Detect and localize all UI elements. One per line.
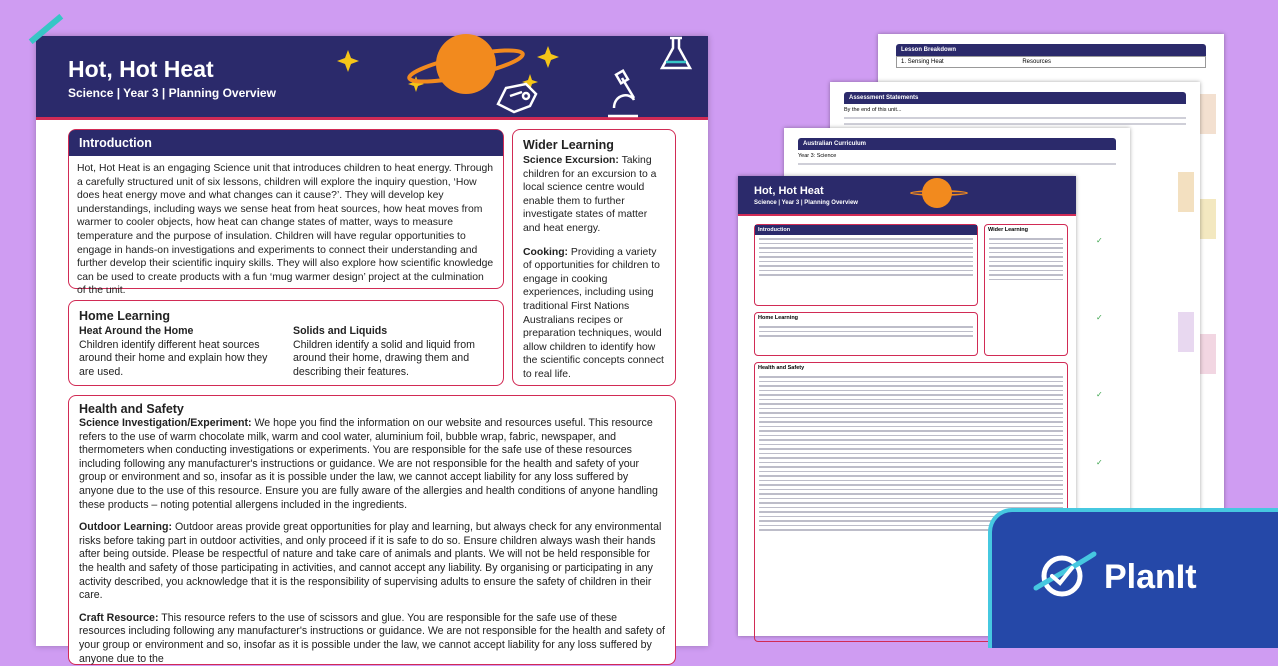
thumbnail-assessment-sub: By the end of this unit... (844, 107, 902, 113)
thumbnail-home-heading: Home Learning (758, 315, 799, 321)
thumbnail-subtitle: Science | Year 3 | Planning Overview (754, 200, 858, 206)
thumbnail-title: Hot, Hot Heat (754, 185, 824, 197)
thumbnail-curriculum-heading: Australian Curriculum (798, 138, 1116, 150)
thumbnail-wider-heading: Wider Learning (988, 227, 1028, 233)
planning-overview-document (36, 36, 708, 665)
planit-badge (988, 508, 1278, 648)
check-icon: ✓ (1096, 313, 1103, 322)
check-icon: ✓ (1096, 458, 1103, 467)
thumbnail-assessment-heading: Assessment Statements (844, 92, 1186, 104)
thumbnail-intro-heading: Introduction (755, 225, 977, 235)
home-learning-panel (68, 300, 504, 386)
thumbnail-lesson-breakdown-heading: Lesson Breakdown (896, 44, 1206, 56)
thumbnail-curriculum-sub: Year 3: Science (798, 153, 837, 159)
check-icon: ✓ (1096, 390, 1103, 399)
health-safety-panel (68, 395, 676, 665)
health-safety-heading: Health and Safety (79, 402, 184, 416)
cooking-text: Providing a variety of opportunities for children to engage in cooking experiences, including using traditional First Nations Australians recipes or preparation techniques, would allow children to identify how the scientific concepts connect to real life. (523, 246, 664, 380)
wider-learning-panel (512, 129, 676, 386)
cooking-label: Cooking: (523, 246, 569, 258)
health-p1-text: We hope you find the information on our website and resources useful. This resource refers to the use of warm chocolate milk, warm and cool water, aluminium foil, bubble wrap, fabric, newspaper, and thermometers when conducting investigations or experiments. You are responsible for the safe use of these resources including following any manufacturer's instructions or guidance. We are not responsible for the health and safety of your group or environment and so, insofar as it is possible under the law, we cannot accept liability for any loss suffered by anyone due to the use of this resource. Ensure you are fully aware of the allergies and health conditions of anyone handling these products – noting potential allergens included in the ingredients. (79, 417, 658, 511)
thumbnail-header (738, 176, 1076, 216)
home-item2-title: Solids and Liquids (293, 325, 388, 337)
wider-learning-heading: Wider Learning (523, 138, 614, 152)
document-header (36, 36, 708, 120)
document-subtitle: Science | Year 3 | Planning Overview (68, 86, 276, 100)
check-icon: ✓ (1096, 236, 1103, 245)
health-p2-text: Outdoor areas provide great opportunities for play and learning, but always check for any environmental risks before taking part in outdoor activities, and only proceed if it is safe to do so. Ensure children always wash their hands after being outside. Please be respectful of nature and take care of animals and plants. We will not be held responsible for the health and safety of those participating in activities, and cannot accept any liability. By organising or participating in any activity described, you acknowledge that it is the responsibility of supervising adults to ensure the safety of children in their care. (79, 521, 662, 602)
health-p2-label: Outdoor Learning: (79, 521, 172, 534)
health-p3-label: Craft Resource: (79, 611, 159, 624)
home-item1-text: Children identify different heat sources around their home and explain how they are used. (79, 338, 268, 378)
space-illustration-icon (326, 36, 708, 120)
excursion-label: Science Excursion: (523, 155, 619, 166)
excursion-text: Taking children for an excursion to a local science centre would enable them to further investigate states of matter and heat energy. (523, 155, 657, 234)
home-learning-heading: Home Learning (79, 309, 170, 323)
document-title: Hot, Hot Heat (68, 56, 214, 82)
introduction-heading: Introduction (69, 130, 503, 156)
thumbnail-health-heading: Health and Safety (758, 365, 805, 371)
introduction-panel (68, 129, 504, 297)
brand-name: PlanIt (1104, 558, 1197, 596)
thumbnail-resources: Resources (1022, 59, 1051, 65)
home-item1-title: Heat Around the Home (79, 325, 194, 337)
planit-logo-icon (1032, 548, 1096, 604)
health-p3-text: This resource refers to the use of scissors and glue. You are responsible for the safe use of these resources including following any manufacturer's instructions or guidance. We are not responsible for the health and safety of your group or environment and so, insofar as it is possible under the law, we cannot accept liability for any loss suffered by anyone due to the (79, 611, 665, 665)
health-p1-label: Science Investigation/Experiment: (79, 417, 252, 429)
home-item2-text: Children identify a solid and liquid from around their home, drawing them and describing their features. (293, 338, 475, 378)
introduction-text: Hot, Hot Heat is an engaging Science unit that introduces children to heat energy. Through a carefully structured unit of six lessons, children will explore the inquiry question, ‘How does heat energy move and what changes can it cause?’. They will develop key understandings, including ways we sense heat from heat sources, how heat moves from warmer to cooler objects, how heat can change states of matter, ways to measure temperature and the purpose of insulation. Children will have regular opportunities to engage in hands-on investigations and experiments to connect their understanding and further develop their scientific inquiry skills. They will also explore how scientific knowledge can be used to create products with a fun ‘mug warmer design’ project at the culmination of the unit. (77, 163, 494, 297)
thumbnail-lesson-item: 1. Sensing Heat (901, 59, 944, 65)
